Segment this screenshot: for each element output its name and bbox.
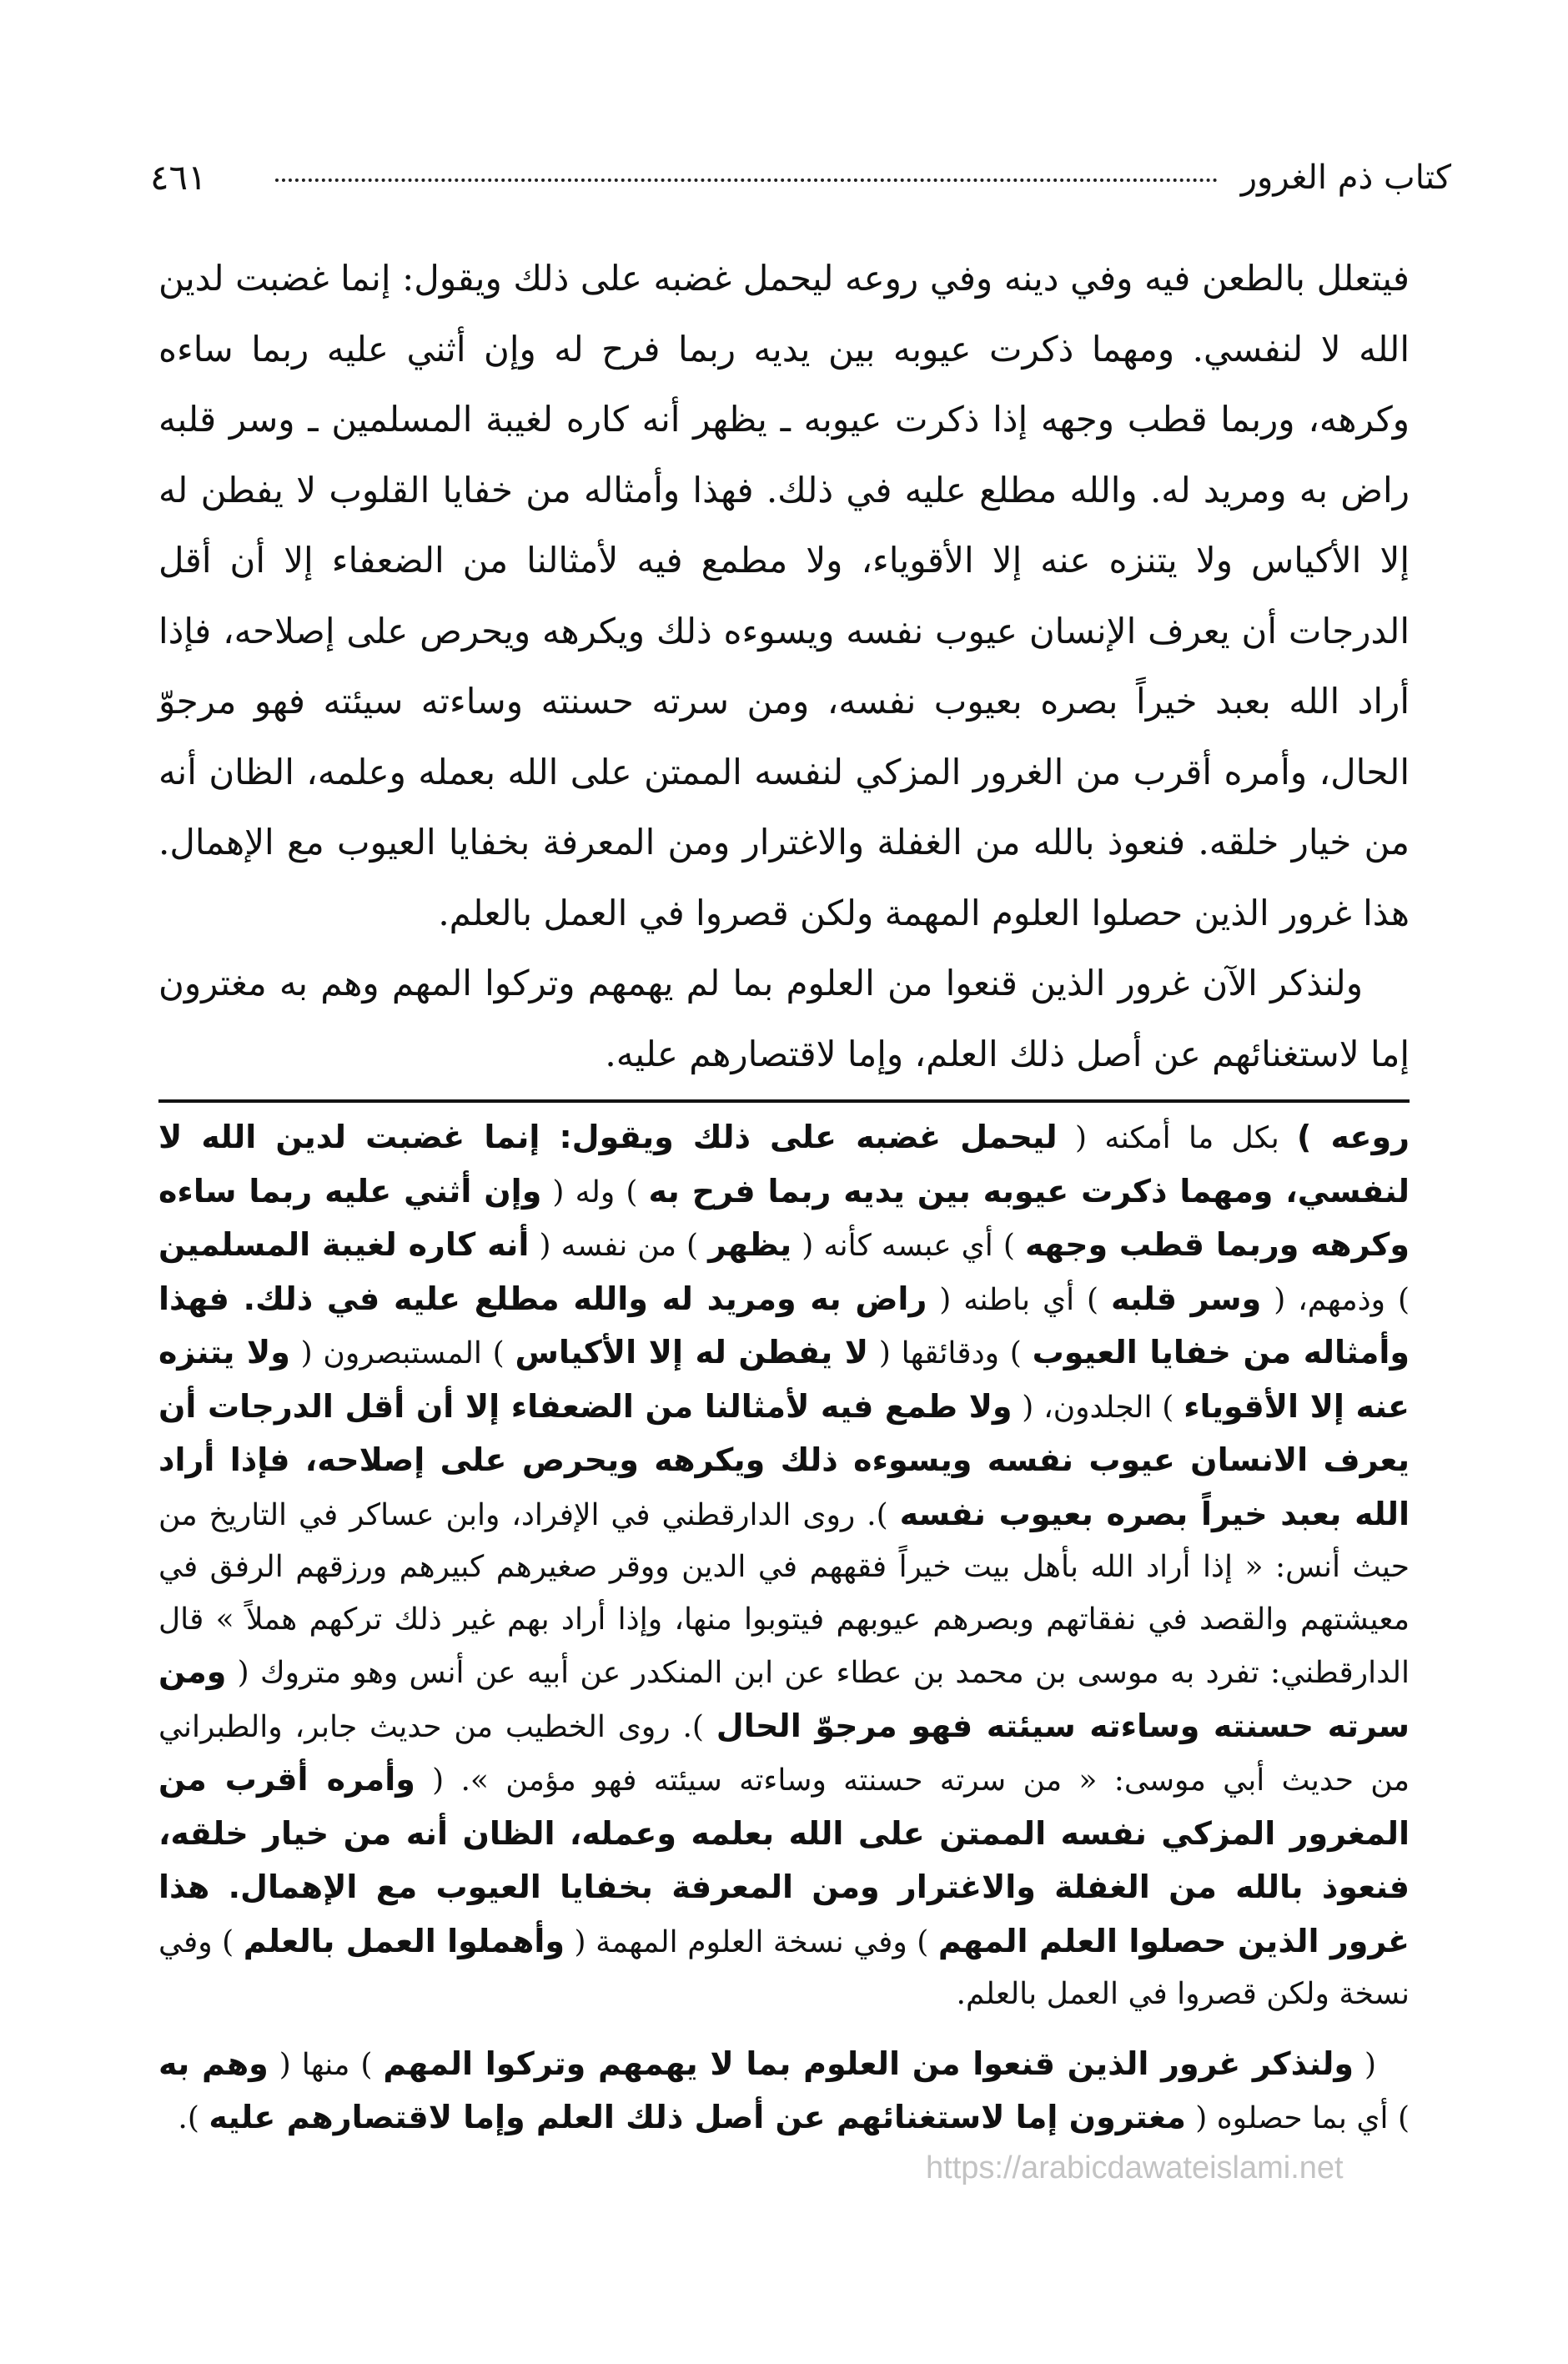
- commentary-text: ) وذمهم، (: [1261, 1282, 1410, 1317]
- matn-quote: ولا يتنزه عنه إلا الأقوياء: [158, 1334, 1410, 1425]
- commentary-text: (: [1354, 2047, 1376, 2082]
- commentary-paragraph: [158, 2038, 1410, 2145]
- matn-quote: ليحمل غضبه على ذلك ويقول: إنما غضبت لدين الله لا لنفسي، ومهما ذكرت عيوبه بين يديه ربما فرح به: [158, 1119, 1410, 1210]
- matn-quote: روعه ): [1297, 1119, 1410, 1155]
- commentary-text: ). روى الخطيب من حديث جابر، والطبراني من حديث أبي موسى: « من سرته حسنته وساءته سيئته فهو مؤمن ». (: [158, 1709, 1410, 1798]
- matn-quote: وهم به: [158, 2045, 269, 2082]
- commentary-text: بكل ما أمكنه (: [1057, 1121, 1298, 1155]
- matn-quote: ولا طمع فيه لأمثالنا من الضعفاء إلا أن أقل الدرجات أن يعرف الانسان عيوب نفسه ويسوءه ذلك ويكرهه ويحرص على إصلاحه، فإذا أراد الله بعبد خيراً بصره بعيوب نفسه: [158, 1387, 1410, 1532]
- matn-quote: وأهملوا العمل بالعلم: [243, 1922, 565, 1959]
- commentary-text: ). روى الدارقطني في الإفراد، وابن عساكر في التاريخ من حيث أنس: « إذا أراد الله بأهل بيت خيراً فقههم في الدين ووقر صغيرهم كبيرهم ورزقهم الرفق في معيشتهم والقصد في نفقاتهم وبصرهم عيوبهم فيتوبوا منها، وإذا أراد بهم غير ذلك تركهم هملاً » قال الدارقطني: تفرد به موسى بن محمد بن عطاء عن ابن المنكدر عن أبيه عن أنس وهو متروك (: [158, 1497, 1410, 1690]
- page-header: [150, 148, 1451, 207]
- matn-quote: وأمره أقرب من المغرور المزكي نفسه الممتن على الله بعلمه وعمله، الظان أنه من خيار خلقه، فنعوذ بالله من الغفلة والاغترار ومن المعرفة بخفايا العيوب مع الإهمال. هذا غرور الذين حصلوا العلم المهم: [158, 1761, 1410, 1959]
- commentary-text: ) أي بما حصلوه (: [1185, 2101, 1410, 2135]
- commentary-paragraph: [158, 1111, 1410, 2021]
- commentary-text: ) ودقائقها (: [868, 1336, 1033, 1371]
- footnote-separator: [158, 1099, 1410, 1103]
- commentary-text: ) وفي نسخة العلوم المهمة (: [565, 1924, 938, 1959]
- matn-quote: لا يفطن له إلا الأكياس: [515, 1334, 869, 1371]
- page-number: ٤٦١: [150, 157, 207, 198]
- matn-quote: يظهر: [708, 1226, 792, 1263]
- header-dot-leader: [275, 179, 1218, 182]
- matn-quote: ومن سرته حسنته وساءته سيئته فهو مرجوّ الحال: [158, 1653, 1410, 1744]
- commentary-text: ) من نفسه (: [529, 1229, 709, 1263]
- source-watermark: https://arabicdawateislami.net: [926, 2150, 1344, 2185]
- commentary-text: ) منها (: [268, 2047, 384, 2082]
- commentary-notes: [158, 1111, 1410, 2145]
- running-title: كتاب ذم الغرور: [1240, 158, 1451, 197]
- matn-quote: مغترون إما لاستغنائهم عن أصل ذلك العلم وإما لاقتصارهم عليه: [209, 2099, 1186, 2135]
- commentary-text: ) أي باطنه (: [927, 1282, 1111, 1317]
- commentary-text: ) أي عبسه كأنه (: [792, 1229, 1025, 1263]
- main-paragraph: ولنذكر الآن غرور الذين قنعوا من العلوم بما لم يهمهم وتركوا المهم وهم به مغترون إما لاستغنائهم عن أصل ذلك العلم، وإما لاقتصارهم عليه.: [158, 963, 1410, 1074]
- commentary-text: ).: [178, 2101, 209, 2135]
- main-text: [158, 244, 1410, 1089]
- commentary-text: ) وله (: [541, 1174, 649, 1210]
- commentary-text: ) المستبصرون (: [289, 1336, 515, 1371]
- matn-quote: أنه كاره لغيبة المسلمين: [158, 1226, 530, 1263]
- matn-quote: وسر قلبه: [1111, 1280, 1262, 1317]
- commentary-text: ) الجلدون، (: [1012, 1390, 1184, 1425]
- matn-quote: وإن أثني عليه ربما ساءه وكرهه وربما قطب وجهه: [158, 1172, 1410, 1263]
- matn-quote: راض به ومريد له والله مطلع عليه في ذلك. فهذا وأمثاله من خفايا العيوب: [158, 1280, 1410, 1371]
- main-paragraph: فيتعلل بالطعن فيه وفي دينه وفي روعه ليحمل غضبه على ذلك ويقول: إنما غضبت لدين الله لا لنفسي. ومهما ذكرت عيوبه بين يديه ربما فرح له وإن أثني عليه ربما ساءه وكرهه، وربما قطب وجهه إذا ذكرت عيوبه ـ يظهر أنه كاره لغيبة المسلمين ـ وسر قلبه راض به ومريد له. والله مطلع عليه في ذلك. فهذا وأمثاله من خفايا القلوب لا يفطن له إلا الأكياس ولا يتنزه عنه إلا الأقوياء، ولا مطمع فيه لأمثالنا من الضعفاء إلا أن أقل الدرجات أن يعرف الإنسان عيوب نفسه ويسوءه ذلك ويكرهه ويحرص على إصلاحه، فإذا أراد الله بعبد خيراً بصره بعيوب نفسه، ومن سرته حسنته وساءته سيئته فهو مرجوّ الحال، وأمره أقرب من الغرور المزكي لنفسه الممتن على الله بعمله وعلمه، الظان أنه من خيار خلقه. فنعوذ بالله من الغفلة والاغترار ومن المعرفة بخفايا العيوب مع الإهمال. هذا غرور الذين حصلوا العلوم المهمة ولكن قصروا في العمل بالعلم.: [158, 258, 1410, 933]
- commentary-text: ) وفي نسخة ولكن قصروا في العمل بالعلم.: [158, 1924, 1410, 2011]
- matn-quote: ولنذكر غرور الذين قنعوا من العلوم بما لا يهمهم وتركوا المهم: [383, 2045, 1354, 2082]
